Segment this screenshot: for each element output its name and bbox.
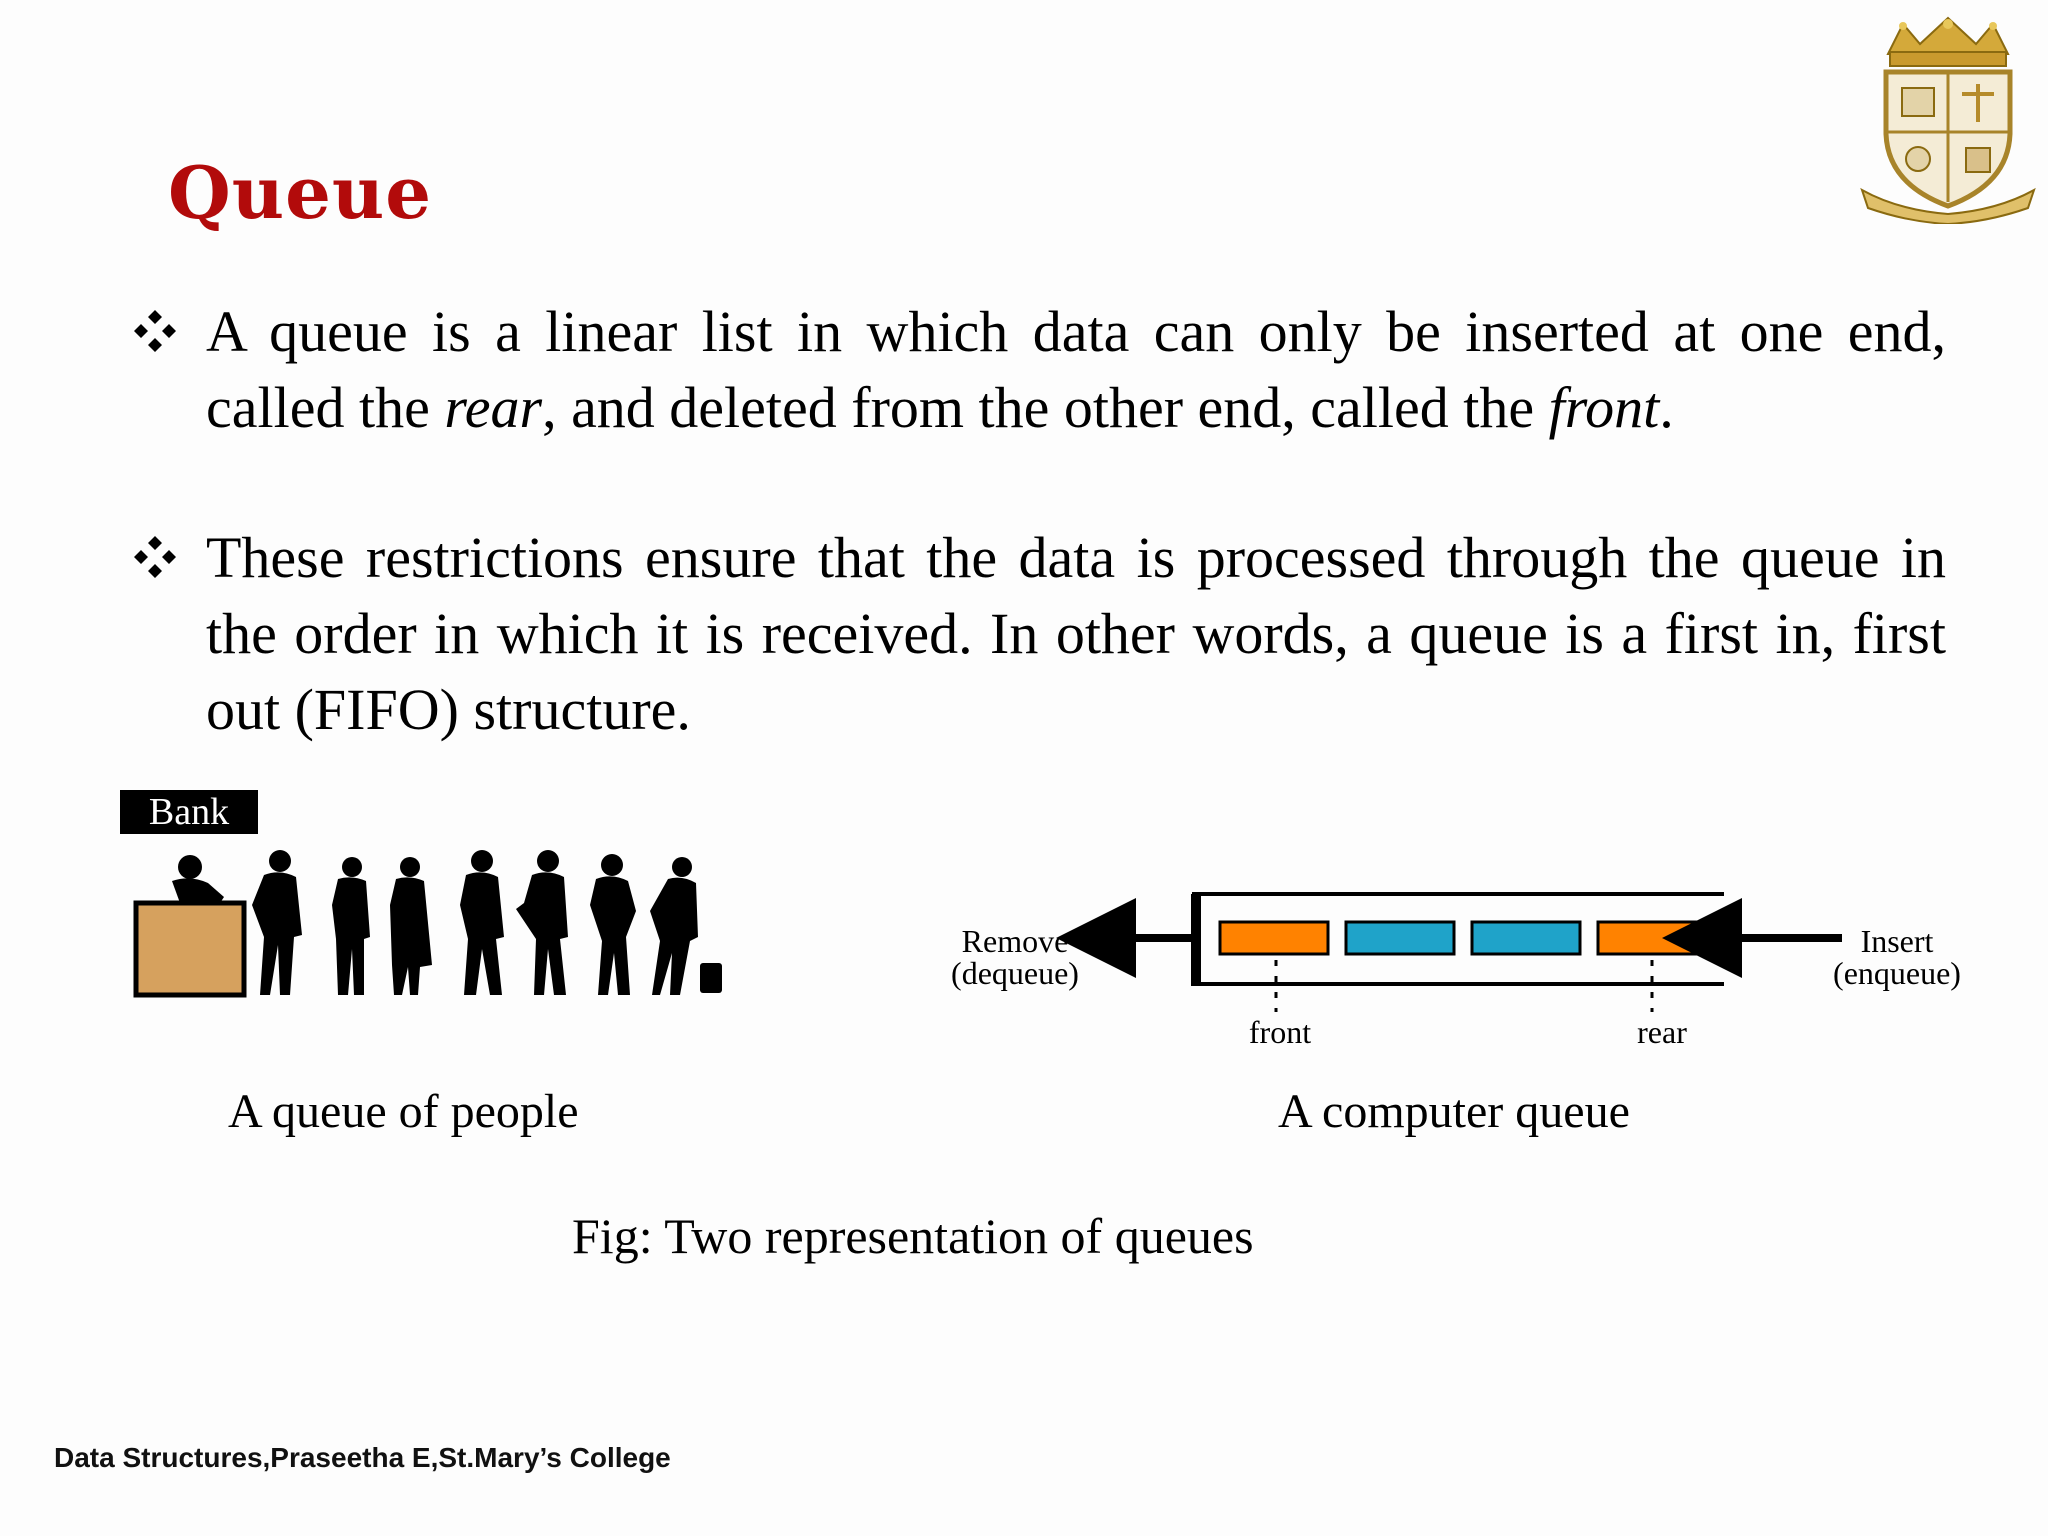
slide-footer: Data Structures,Praseetha E,St.Mary’s College	[54, 1442, 671, 1473]
bullet-1-text-a: A queue is a linear list in which data can only be inserted at one end, called the	[206, 299, 1946, 440]
remove-text: Remove	[961, 923, 1069, 959]
slide-title: Queue	[168, 150, 433, 235]
customer-silhouette	[390, 857, 432, 995]
rear-label: rear	[1637, 1014, 1687, 1050]
customer-silhouette	[252, 850, 302, 995]
bullet-1-text-c: , and deleted from the other end, called the	[542, 375, 1549, 440]
customer-silhouette	[516, 850, 568, 995]
bullet-1-text	[206, 294, 1946, 446]
queue-cell-front	[1220, 922, 1328, 954]
enqueue-text: (enqueue)	[1833, 955, 1961, 991]
teller-silhouette	[172, 855, 224, 903]
rear-term: rear	[444, 375, 543, 440]
bullet-2-text: These restrictions ensure that the data is processed through the queue in the order in which it is received. In other words, a queue is a first in, first out (FIFO) structure.	[206, 525, 1946, 742]
customer-silhouette	[332, 857, 370, 995]
diamond-bullet-icon	[130, 306, 180, 356]
queue-cell	[1472, 922, 1580, 954]
figure-caption: Fig: Two representation of queues	[572, 1208, 1254, 1264]
bullet-2	[130, 520, 1950, 760]
people-queue-illustration	[120, 845, 740, 1015]
queue-cell-rear	[1598, 922, 1706, 954]
bullet-1-text-e: .	[1659, 375, 1674, 440]
customer-silhouette	[650, 857, 722, 995]
customer-silhouette	[460, 850, 504, 995]
bank-counter	[136, 903, 244, 995]
dequeue-text: (dequeue)	[951, 955, 1079, 991]
bank-sign: Bank	[120, 790, 258, 834]
front-term: front	[1548, 375, 1660, 440]
customer-silhouette	[590, 854, 636, 995]
insert-text: Insert	[1860, 923, 1934, 959]
diamond-bullet-icon	[130, 532, 180, 582]
people-queue-caption: A queue of people	[228, 1085, 579, 1138]
insert-label	[1822, 925, 1972, 989]
queue-cell	[1346, 922, 1454, 954]
crown-icon	[1888, 18, 2008, 66]
computer-queue-caption: A computer queue	[1278, 1085, 1630, 1138]
bullet-1	[130, 294, 1950, 454]
college-crest-icon	[1858, 14, 2038, 224]
remove-label	[940, 925, 1090, 989]
front-label: front	[1248, 1014, 1312, 1050]
